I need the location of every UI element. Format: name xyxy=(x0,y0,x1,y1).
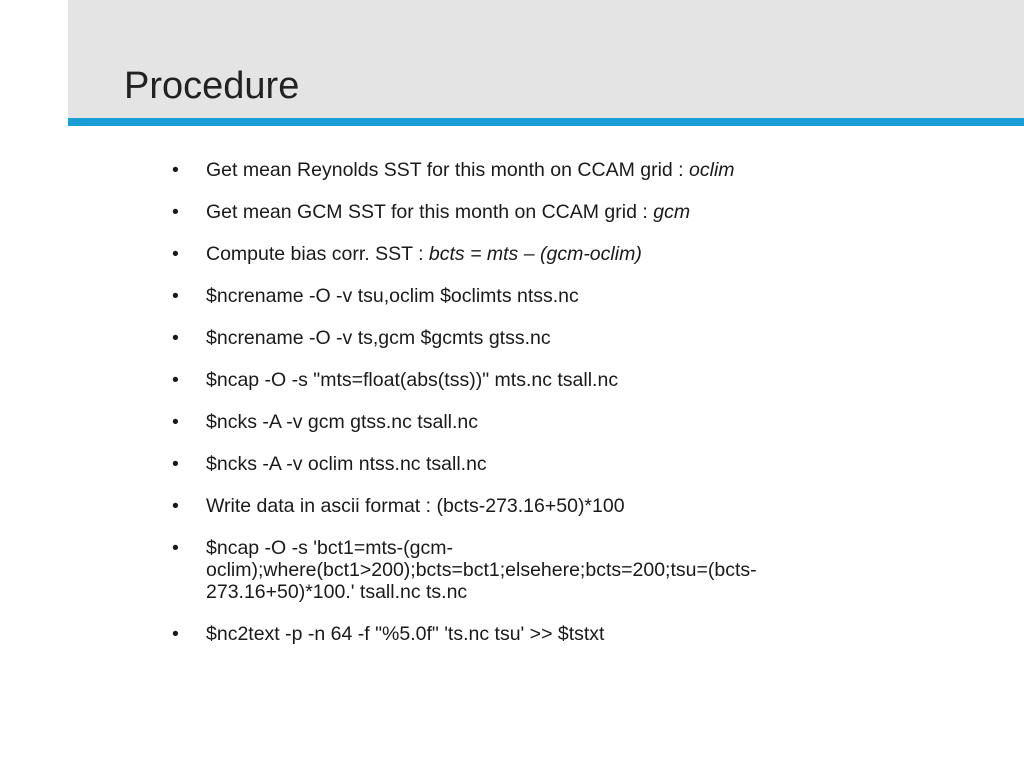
bullet-text: $ncap -O -s "mts=float(abs(tss))" mts.nc tsall.nc xyxy=(206,369,619,391)
bullet-text: $ncrename -O -v ts,gcm $gcmts gtss.nc xyxy=(206,327,551,349)
bullet-italic-text: oclim xyxy=(689,159,735,181)
bullet-item xyxy=(172,243,862,265)
accent-bar xyxy=(68,118,1024,126)
bullet-item xyxy=(172,285,862,307)
bullet-text: $ncks -A -v oclim ntss.nc tsall.nc xyxy=(206,453,487,475)
bullet-item xyxy=(172,623,862,645)
bullet-item xyxy=(172,453,862,475)
bullet-text: $ncks -A -v gcm gtss.nc tsall.nc xyxy=(206,411,479,433)
slide-title: Procedure xyxy=(124,65,300,107)
bullet-italic-text: bcts = mts – (gcm-oclim) xyxy=(428,243,642,265)
bullet-italic-text: gcm xyxy=(653,201,691,223)
bullet-text: $ncrename -O -v tsu,oclim $oclimts ntss.nc xyxy=(206,285,579,307)
bullet-item xyxy=(172,537,862,603)
bullet-item xyxy=(172,159,862,181)
bullet-item xyxy=(172,411,862,433)
bullet-item xyxy=(172,495,862,517)
bullet-item xyxy=(172,201,862,223)
bullet-item xyxy=(172,369,862,391)
bullet-item xyxy=(172,327,862,349)
bullet-list xyxy=(172,159,862,665)
bullet-text: $nc2text -p -n 64 -f "%5.0f" 'ts.nc tsu' >> $tstxt xyxy=(206,623,605,645)
bullet-text: Get mean Reynolds SST for this month on CCAM grid : xyxy=(206,159,690,181)
bullet-text: Write data in ascii format : (bcts-273.16+50)*100 xyxy=(206,495,625,517)
bullet-text: $ncap -O -s 'bct1=mts-(gcm-oclim);where(bct1>200);bcts=bct1;elsehere;bcts=200;tsu=(bcts-273.16+50)*100.' tsall.nc ts.nc xyxy=(206,537,757,603)
bullet-text: Get mean GCM SST for this month on CCAM grid : xyxy=(206,201,654,223)
bullet-text: Compute bias corr. SST : xyxy=(206,243,429,265)
